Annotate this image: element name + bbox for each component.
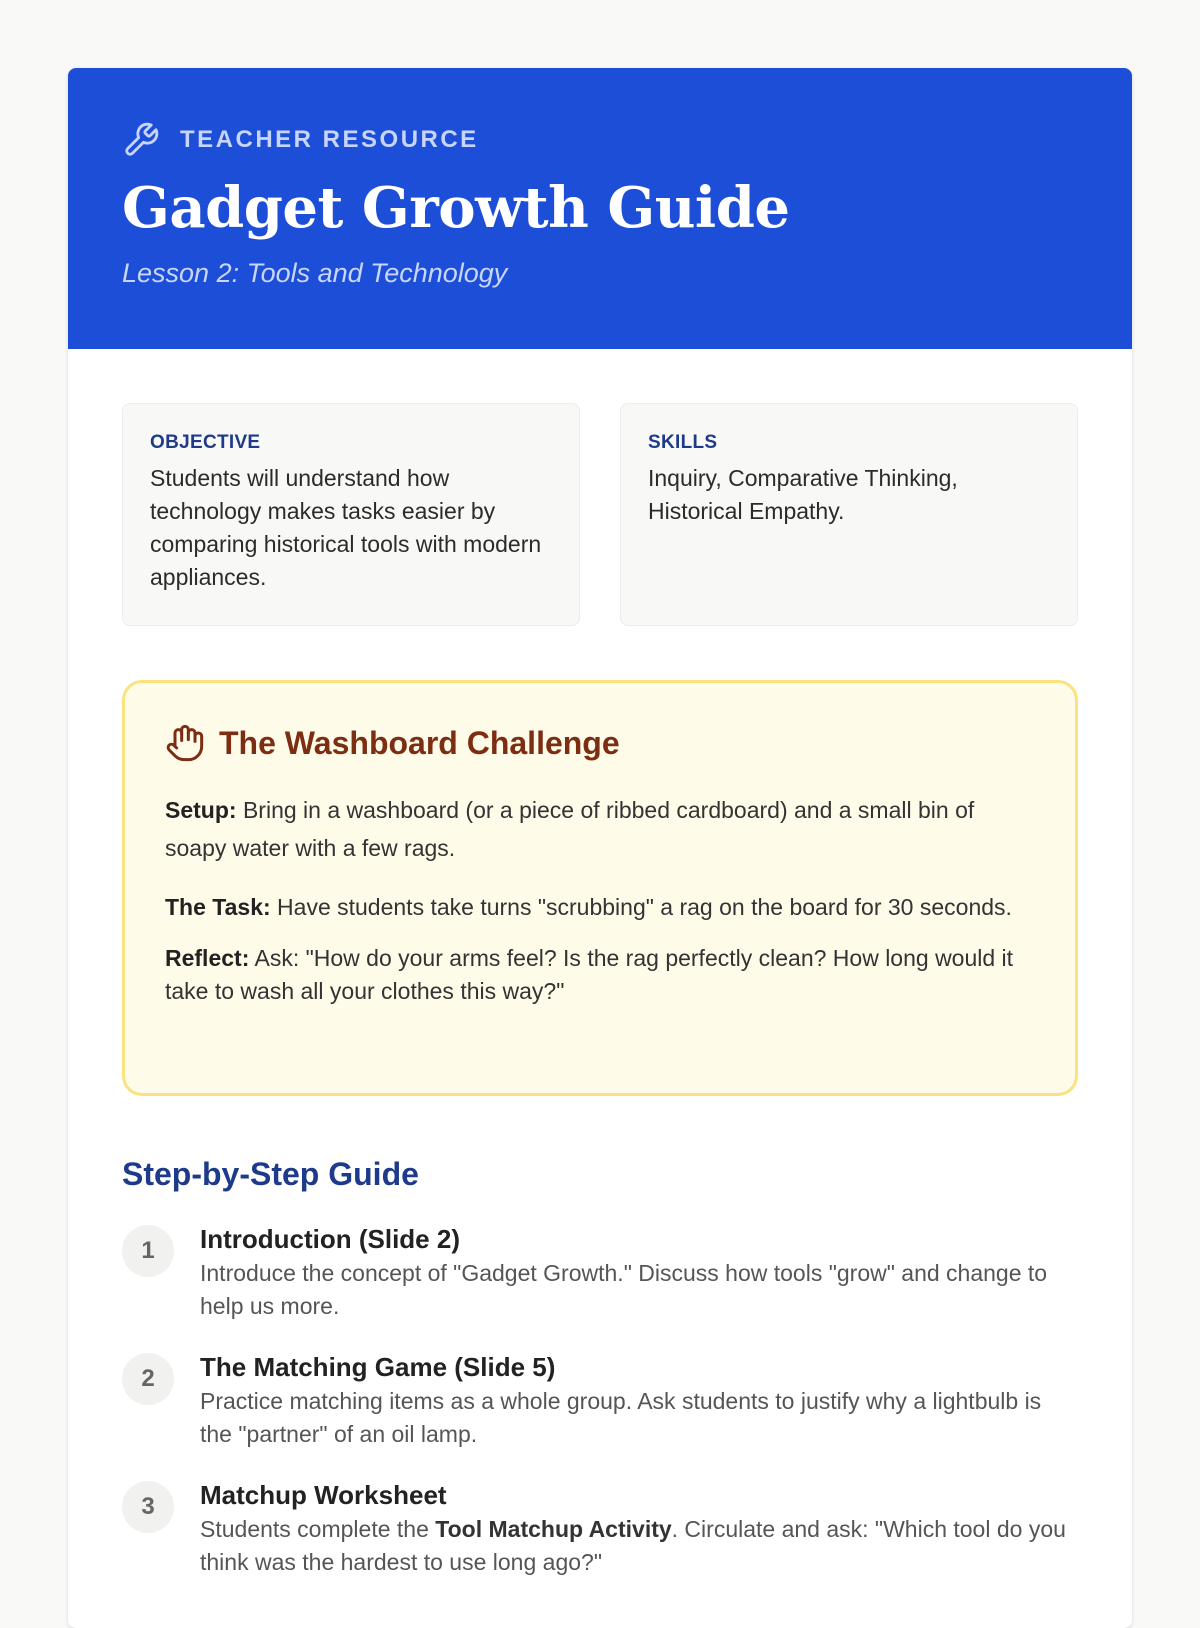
step-item [122,1223,1078,1323]
skills-text: Inquiry, Comparative Thinking, Historical Empathy. [648,465,958,524]
task-text: Have students take turns "scrubbing" a rag on the board for 30 seconds. [270,894,1012,920]
step-item [122,1351,1078,1451]
setup-text: Bring in a washboard (or a piece of ribbed cardboard) and a small bin of soapy water with a few rags. [165,797,975,861]
info-row [122,403,1078,626]
step-content [200,1479,1078,1579]
step-title: The Matching Game (Slide 5) [200,1352,556,1382]
step-number-badge: 3 [122,1481,174,1533]
challenge-reflect [165,942,1035,1008]
step-number-badge: 2 [122,1353,174,1405]
challenge-header [165,723,1035,763]
step-description: Introduce the concept of "Gadget Growth." Discuss how tools "grow" and change to help us more. [200,1260,1048,1319]
step-content [200,1351,1078,1451]
objective-text: Students will understand how technology makes tasks easier by comparing historical tools with modern appliances. [150,465,542,590]
washboard-challenge-callout [122,680,1078,1096]
objective-label: OBJECTIVE [150,432,261,453]
hero-header [68,68,1132,349]
step-description [200,1513,1078,1579]
worksheet-name: Tool Matchup Activity [435,1516,672,1542]
guide-title: Step-by-Step Guide [122,1156,419,1192]
step-title: Introduction (Slide 2) [200,1224,460,1254]
wrench-icon [122,121,160,159]
page-title: Gadget Growth Guide [122,175,790,241]
objective-box [122,403,580,626]
hand-icon [165,723,205,763]
step-list [122,1223,1078,1579]
lesson-card [68,68,1132,1628]
eyebrow-label: TEACHER RESOURCE [180,126,479,153]
step-desc-pre: Students complete the [200,1516,436,1542]
step-desc-post: . Circulate and ask: "Which tool do you think was the hardest to use long ago?" [200,1516,1066,1575]
reflect-label: Reflect: [165,945,250,971]
step-description: Practice matching items as a whole group. Ask students to justify why a lightbulb is the "partner" of an oil lamp. [200,1388,1042,1447]
challenge-setup [165,791,1035,867]
step-number-badge: 1 [122,1225,174,1277]
task-label: The Task: [165,894,271,920]
reflect-text: Ask: "How do your arms feel? Is the rag perfectly clean? How long would it take to wash all your clothes this way?" [165,945,1014,1004]
challenge-task [165,891,1035,924]
setup-label: Setup: [165,797,237,823]
eyebrow [122,120,1078,160]
lesson-body [68,349,1132,1579]
step-title: Matchup Worksheet [200,1480,447,1510]
step-content [200,1223,1078,1323]
page-subtitle: Lesson 2: Tools and Technology [122,258,508,288]
step-item [122,1479,1078,1579]
skills-box [620,403,1078,626]
skills-label: SKILLS [648,432,718,453]
challenge-title: The Washboard Challenge [219,724,620,761]
